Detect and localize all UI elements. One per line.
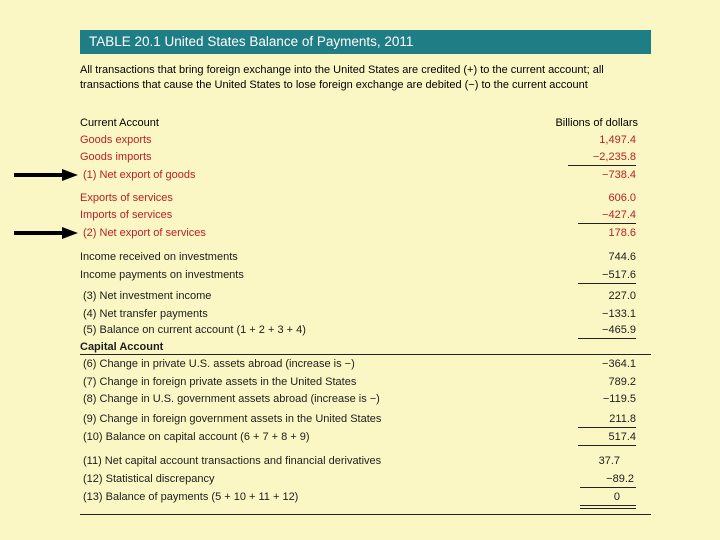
sum-underline	[568, 165, 636, 166]
table-row	[80, 453, 636, 469]
row-value: 227.0	[608, 290, 636, 302]
row-value: −119.5	[602, 393, 636, 405]
row-value: −2,235.8	[592, 151, 636, 163]
table-row	[80, 132, 636, 148]
row-value: −133.1	[602, 308, 636, 320]
sum-underline	[578, 283, 636, 284]
row-value: 606.0	[608, 192, 636, 204]
row-label: (11) Net capital account transactions and financial derivatives	[83, 455, 382, 467]
row-value: 744.6	[608, 251, 636, 263]
row-label: (12) Statistical discrepancy	[83, 473, 215, 485]
table-row	[80, 167, 636, 183]
row-label: (2) Net export of services	[83, 227, 206, 239]
table-header-row	[80, 115, 636, 131]
double-underline-top	[580, 505, 636, 506]
table-row	[80, 429, 636, 445]
row-label: (7) Change in foreign private assets in the United States	[83, 376, 357, 388]
row-label: (13) Balance of payments (5 + 10 + 11 + 12)	[83, 491, 299, 503]
table-row	[80, 356, 636, 372]
row-value: 178.6	[608, 227, 636, 239]
row-label: (9) Change in foreign government assets in the United States	[83, 413, 382, 425]
table-row	[80, 322, 636, 338]
row-label: Goods exports	[80, 134, 152, 146]
table-bottom-rule	[80, 514, 651, 515]
table-row	[80, 391, 636, 407]
row-label: Imports of services	[80, 209, 173, 221]
table-row	[80, 225, 636, 241]
table-row	[80, 249, 636, 265]
row-value: 0	[613, 491, 620, 503]
row-value: 789.2	[608, 376, 636, 388]
row-label: (3) Net investment income	[83, 290, 212, 302]
row-label: (8) Change in U.S. government assets abroad (increase is −)	[83, 393, 380, 405]
current-account-heading: Current Account	[80, 117, 159, 129]
row-label: (1) Net export of goods	[83, 169, 196, 181]
double-underline-bottom	[580, 508, 636, 509]
section-divider	[80, 354, 651, 355]
intro-text: All transactions that bring foreign exchange into the United States are credited (+) to the current account; all transactions that cause the United States to lose foreign exchange are debited (−) to the current account	[80, 64, 604, 91]
table-row	[80, 288, 636, 304]
table-row	[80, 149, 636, 165]
right-arrow-icon	[14, 227, 78, 239]
units-heading: Billions of dollars	[555, 117, 638, 129]
row-value: −738.4	[602, 169, 636, 181]
row-label: Goods imports	[80, 151, 152, 163]
capital-account-heading-row	[80, 339, 636, 355]
row-value: −89.2	[606, 473, 634, 485]
row-value: 211.8	[609, 413, 636, 425]
table-row	[80, 267, 636, 283]
sum-underline	[580, 487, 636, 488]
table-row	[80, 306, 636, 322]
row-value: −517.6	[602, 269, 636, 281]
row-label: (6) Change in private U.S. assets abroad (increase is −)	[83, 358, 355, 370]
row-label: Income payments on investments	[80, 269, 244, 281]
row-value: −465.9	[602, 324, 636, 336]
table-row	[80, 207, 636, 223]
row-value: −364.1	[602, 358, 636, 370]
capital-account-heading: Capital Account	[80, 341, 164, 353]
table-row	[80, 190, 636, 206]
table-row	[80, 374, 636, 390]
row-value: 1,497.4	[599, 134, 636, 146]
row-label: (4) Net transfer payments	[83, 308, 208, 320]
table-row	[80, 411, 636, 427]
row-label: (5) Balance on current account (1 + 2 + 3 + 4)	[83, 324, 306, 336]
table-row	[80, 489, 636, 505]
table-row	[80, 471, 636, 487]
row-label: Exports of services	[80, 192, 173, 204]
sum-underline	[578, 427, 636, 428]
row-value: 37.7	[598, 455, 620, 467]
right-arrow-icon	[14, 169, 78, 181]
sum-underline	[578, 445, 636, 446]
row-value: −427.4	[602, 209, 636, 221]
row-label: Income received on investments	[80, 251, 238, 263]
row-label: (10) Balance on capital account (6 + 7 + 8 + 9)	[83, 431, 310, 443]
sum-underline	[578, 223, 636, 224]
row-value: 517.4	[608, 431, 636, 443]
table-title: TABLE 20.1 United States Balance of Payments, 2011	[80, 30, 651, 54]
